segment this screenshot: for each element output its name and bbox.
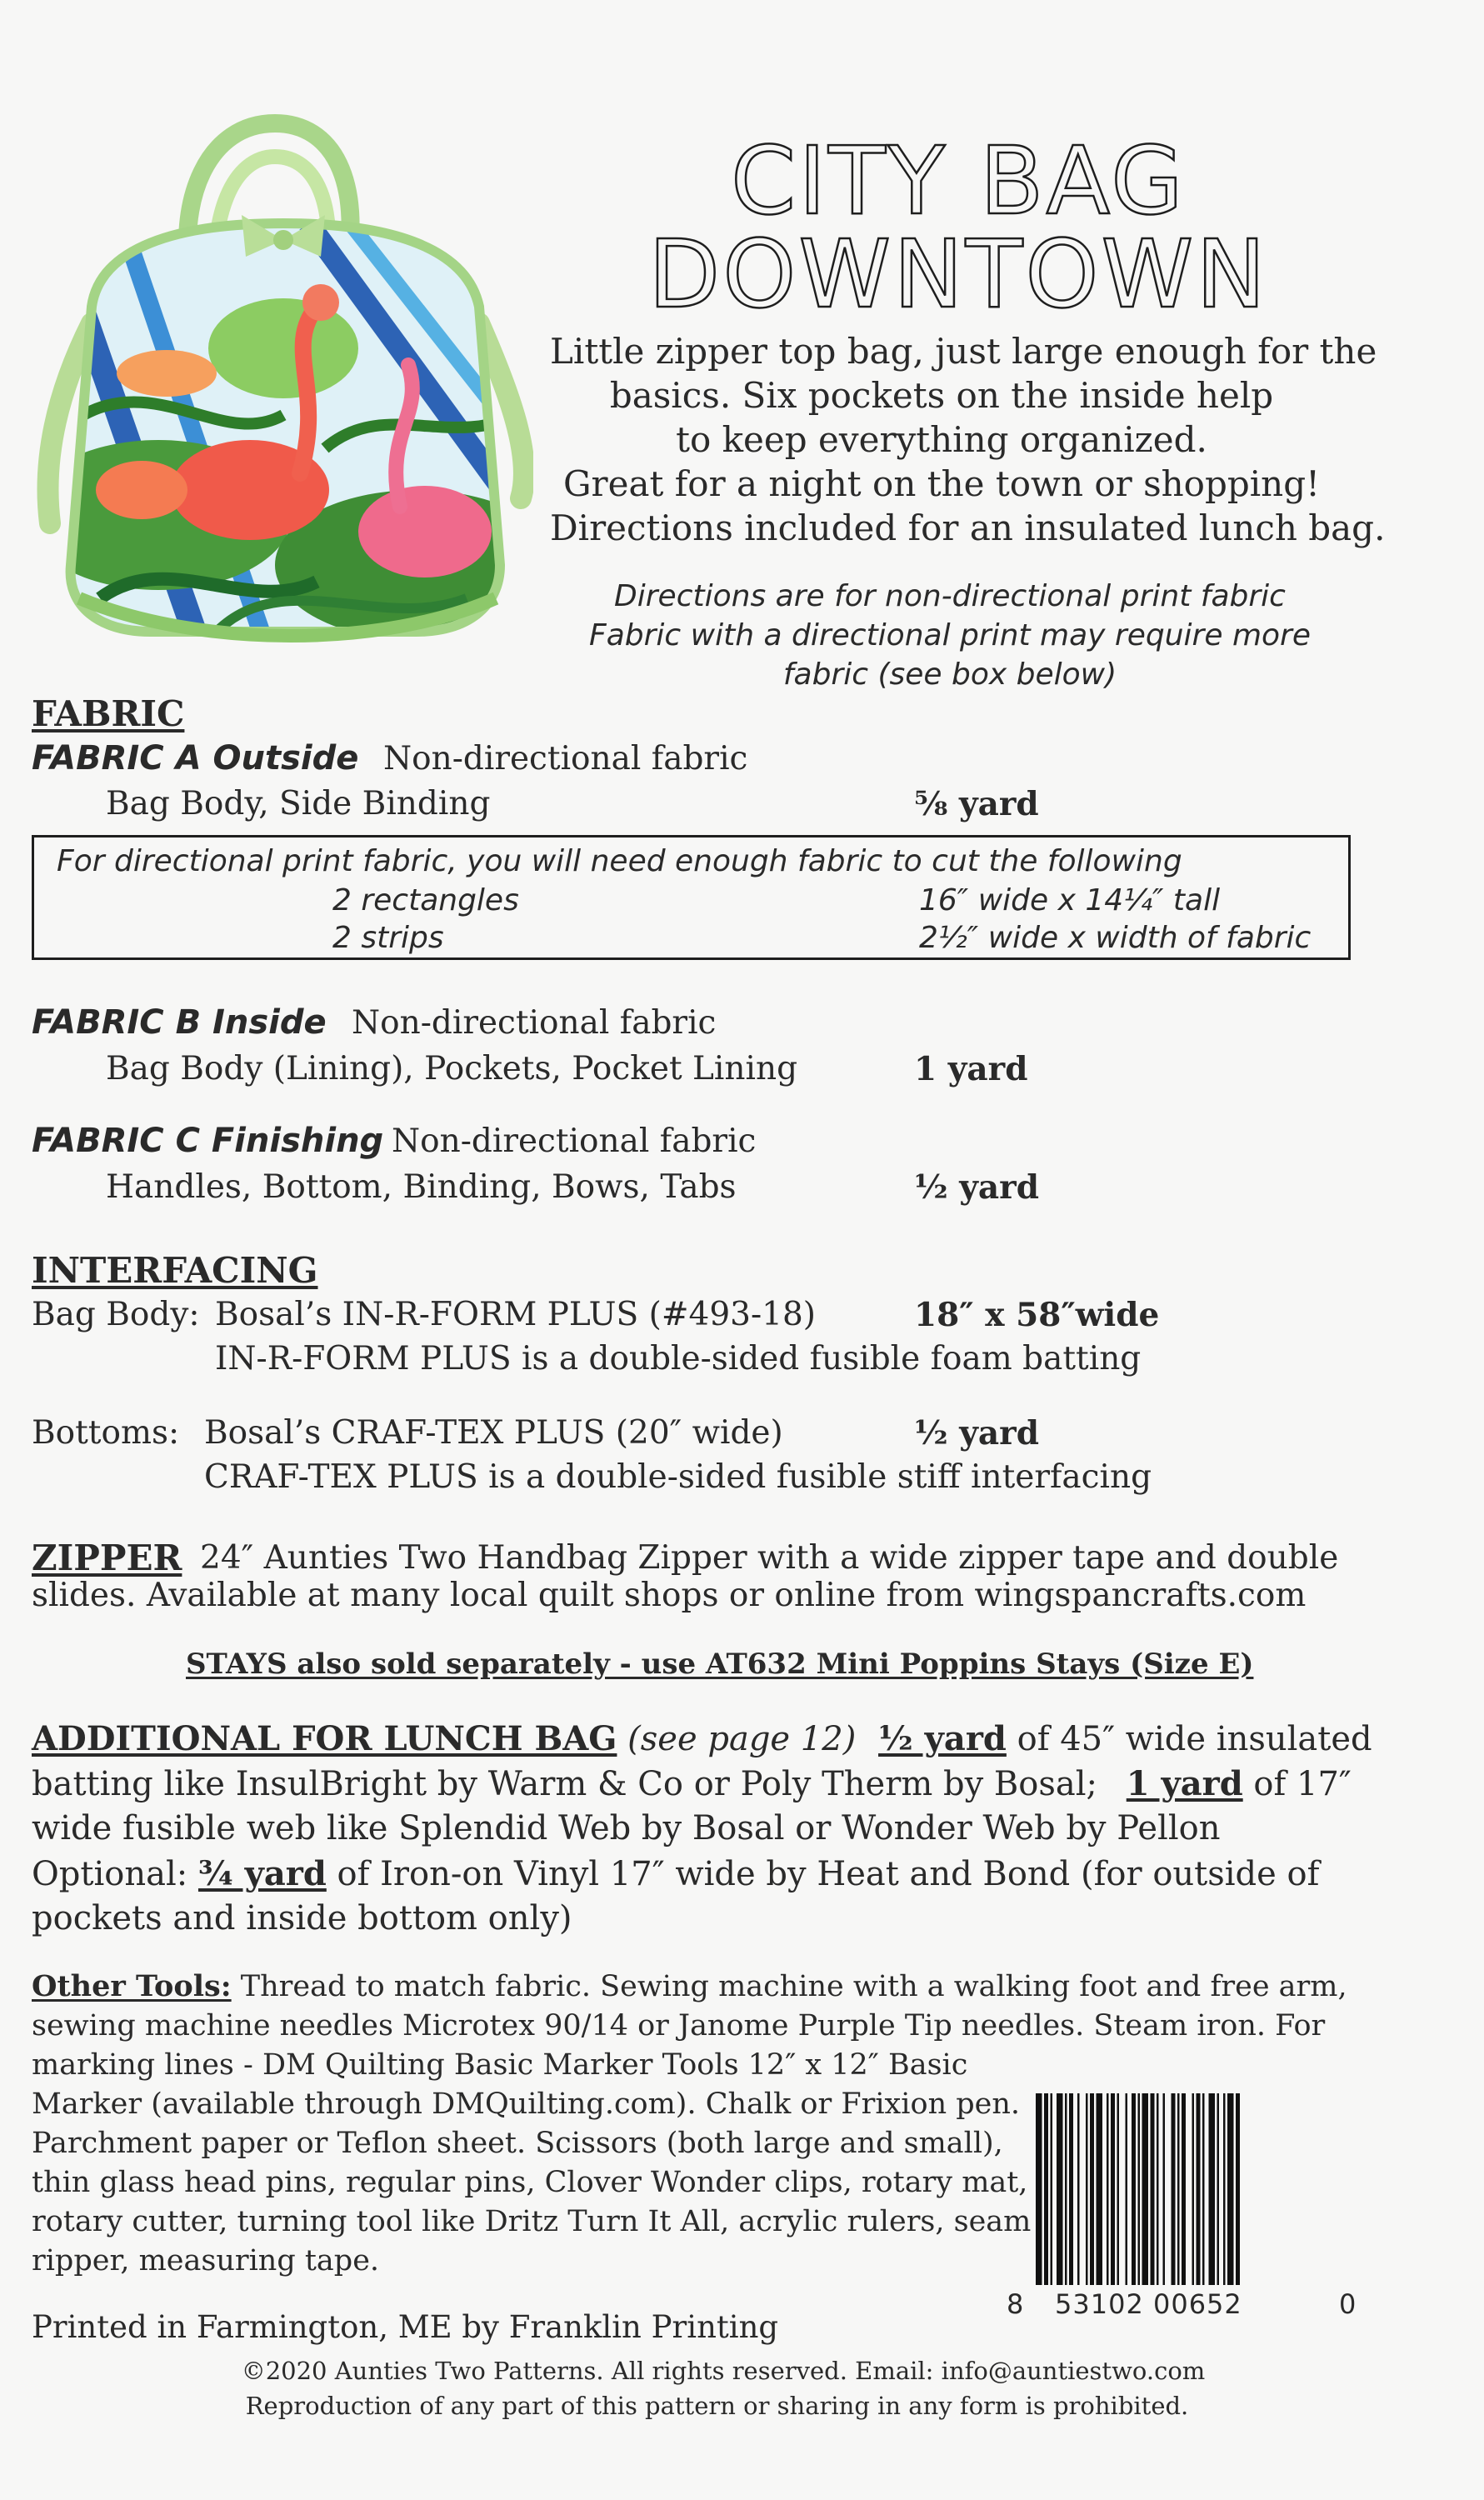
copyright: ©2020 Aunties Two Patterns. All rights reserved. Email: info@auntiestwo.com: [241, 2357, 1206, 2385]
fabric-a-name: FABRIC A Outside: [32, 739, 359, 778]
barcode-bar: [1227, 2093, 1234, 2285]
note-line: Fabric with a directional print may require more: [588, 618, 1311, 652]
dir-box-row1-label: 2 rectangles: [332, 883, 519, 918]
barcode-bar: [1192, 2093, 1195, 2285]
zipper-heading: ZIPPER: [32, 1538, 182, 1578]
intro-line: to keep everything organized.: [676, 419, 1207, 460]
zipper-line-1: 24″ Aunties Two Handbag Zipper with a wide zipper tape and double: [200, 1539, 1339, 1577]
tools-line: Marker (available through DMQuilting.com). Chalk or Frixion pen.: [32, 2088, 1021, 2121]
tools-line: rotary cutter, turning tool like Dritz Turn It All, acrylic rulers, seam: [32, 2205, 1032, 2238]
interfacing-heading: INTERFACING: [32, 1250, 318, 1291]
barcode-bar: [1197, 2093, 1201, 2285]
lunch-text-1: of 45″ wide insulated: [1017, 1720, 1372, 1758]
dir-box-intro: For directional print fabric, you will need enough fabric to cut the following: [57, 844, 1182, 878]
barcode-bar: [1202, 2093, 1205, 2285]
lunch-qty-3: ¾ yard: [197, 1854, 327, 1893]
note-line: Directions are for non-directional print fabric: [614, 579, 1286, 613]
barcode-lead-digit: 8: [1007, 2288, 1024, 2320]
other-tools-heading: Other Tools:: [32, 1969, 232, 2003]
barcode-check-digit: 0: [1339, 2288, 1357, 2320]
barcode-bar: [1044, 2093, 1048, 2285]
fabric-c-use: Handles, Bottom, Binding, Bows, Tabs: [106, 1168, 737, 1206]
bottoms-note: CRAF-TEX PLUS is a double-sided fusible stiff interfacing: [204, 1458, 1152, 1496]
intro-description: [550, 329, 1386, 550]
bag-body-label: Bag Body:: [32, 1296, 200, 1333]
bag-body-product: Bosal’s IN-R-FORM PLUS (#493-18): [215, 1296, 817, 1333]
fabric-b-desc: Non-directional fabric: [352, 1004, 717, 1042]
fabric-a-use: Bag Body, Side Binding: [106, 785, 491, 822]
barcode: [1036, 2093, 1327, 2302]
barcode-bar: [1151, 2093, 1155, 2285]
lunch-line-1: [32, 1719, 1372, 1758]
bag-product-image: [33, 98, 533, 648]
barcode-bar: [1057, 2093, 1063, 2285]
fabric-b-use: Bag Body (Lining), Pockets, Pocket Lining: [106, 1050, 798, 1088]
barcode-bar: [1177, 2093, 1180, 2285]
lunch-line-5: pockets and inside bottom only): [32, 1899, 572, 1938]
bag-body-qty: 18″ x 58″wide: [914, 1296, 1160, 1334]
barcode-bar: [1051, 2093, 1053, 2285]
intro-line: Directions included for an insulated lunch bag.: [550, 508, 1386, 548]
zipper-line-2: slides. Available at many local quilt shops or online from wingspancrafts.com: [32, 1577, 1307, 1614]
tools-line: thin glass head pins, regular pins, Clover Wonder clips, rotary mat,: [32, 2166, 1028, 2199]
tools-line: marking lines - DM Quilting Basic Marker Tools 12″ x 12″ Basic: [32, 2048, 968, 2082]
lunch-heading: ADDITIONAL FOR LUNCH BAG: [32, 1719, 617, 1758]
dir-box-row1-size: 16″ wide x 14¼″ tall: [919, 883, 1221, 918]
reproduction-notice: Reproduction of any part of this pattern or sharing in any form is prohibited.: [245, 2392, 1189, 2420]
barcode-bar: [1163, 2093, 1166, 2285]
intro-line: Great for a night on the town or shopping!: [562, 463, 1320, 504]
fabric-b-name: FABRIC B Inside: [32, 1003, 327, 1042]
barcode-bar: [1236, 2093, 1240, 2285]
pattern-title: [633, 128, 1283, 329]
barcode-bar: [1223, 2093, 1226, 2285]
lunch-line-2: [32, 1764, 1352, 1803]
fabric-c-qty: ½ yard: [914, 1168, 1040, 1207]
fabric-c-desc: Non-directional fabric: [392, 1122, 757, 1160]
fabric-heading: FABRIC: [32, 693, 185, 734]
fabric-a-desc: Non-directional fabric: [383, 740, 748, 778]
lunch-qty-2: 1 yard: [1126, 1764, 1243, 1803]
fabric-b-qty: 1 yard: [914, 1050, 1028, 1088]
fabric-c-name: FABRIC C Finishing: [32, 1122, 384, 1160]
barcode-bar: [1157, 2093, 1159, 2285]
barcode-bar: [1036, 2093, 1042, 2285]
intro-line: basics. Six pockets on the inside help: [609, 375, 1274, 416]
barcode-bar: [1132, 2093, 1136, 2285]
tools-line: sewing machine needles Microtex 90/14 or Janome Purple Tip needles. Steam iron. For: [32, 2009, 1326, 2042]
lunch-line-3: wide fusible web like Splendid Web by Bosal or Wonder Web by Pellon: [32, 1809, 1221, 1848]
lunch-qty-1: ½ yard: [878, 1719, 1007, 1758]
barcode-bar: [1097, 2093, 1103, 2285]
lunch-page-ref: (see page 12): [627, 1720, 857, 1758]
directional-fabric-box: [32, 835, 1351, 960]
bottoms-qty: ½ yard: [914, 1414, 1040, 1452]
barcode-bar: [1077, 2093, 1080, 2285]
print-note: [575, 577, 1325, 694]
title-line-2: DOWNTOWN: [647, 221, 1268, 329]
barcode-bar: [1182, 2093, 1186, 2285]
dir-box-row2-label: 2 strips: [332, 921, 444, 955]
barcode-bar: [1090, 2093, 1094, 2285]
barcode-bar: [1142, 2093, 1149, 2285]
lunch-line-4: [32, 1854, 1319, 1893]
bottoms-label: Bottoms:: [32, 1414, 180, 1452]
bottoms-product: Bosal’s CRAF-TEX PLUS (20″ wide): [204, 1414, 783, 1452]
barcode-bar: [1107, 2093, 1109, 2285]
stays-note: STAYS also sold separately - use AT632 Mini Poppins Stays (Size E): [186, 1648, 1254, 1681]
tools-line: Thread to match fabric. Sewing machine with a walking foot and free arm,: [240, 1970, 1347, 2003]
printed-by: Printed in Farmington, ME by Franklin Printing: [32, 2309, 779, 2345]
lunch-text-2a: batting like InsulBright by Warm & Co or Poly Therm by Bosal;: [32, 1765, 1098, 1803]
title-line-1: CITY BAG: [731, 128, 1186, 236]
tools-line: Parchment paper or Teflon sheet. Scissors (both large and small),: [32, 2127, 1003, 2160]
lunch-text-2b: of 17″: [1253, 1765, 1352, 1803]
barcode-bar: [1117, 2093, 1120, 2285]
lunch-text-4a: Optional:: [32, 1855, 188, 1893]
barcode-bar: [1086, 2093, 1088, 2285]
barcode-bar: [1065, 2093, 1067, 2285]
barcode-bar: [1069, 2093, 1073, 2285]
barcode-bar: [1111, 2093, 1115, 2285]
note-line: fabric (see box below): [782, 658, 1117, 692]
barcode-bar: [1126, 2093, 1128, 2285]
barcode-bar: [1209, 2093, 1216, 2285]
fabric-a-qty: ⅝ yard: [914, 785, 1039, 823]
barcode-bar: [1138, 2093, 1141, 2285]
dir-box-row2-size: 2½″ wide x width of fabric: [919, 921, 1312, 955]
tools-line: ripper, measuring tape.: [32, 2244, 380, 2278]
bag-body-note: IN-R-FORM PLUS is a double-sided fusible foam batting: [215, 1340, 1142, 1378]
barcode-digits: 53102 00652: [1055, 2288, 1242, 2320]
barcode-bar: [1172, 2093, 1176, 2285]
barcode-bar: [1217, 2093, 1220, 2285]
intro-line: Little zipper top bag, just large enough for the: [550, 331, 1377, 372]
lunch-text-4b: of Iron-on Vinyl 17″ wide by Heat and Bond (for outside of: [337, 1855, 1320, 1893]
